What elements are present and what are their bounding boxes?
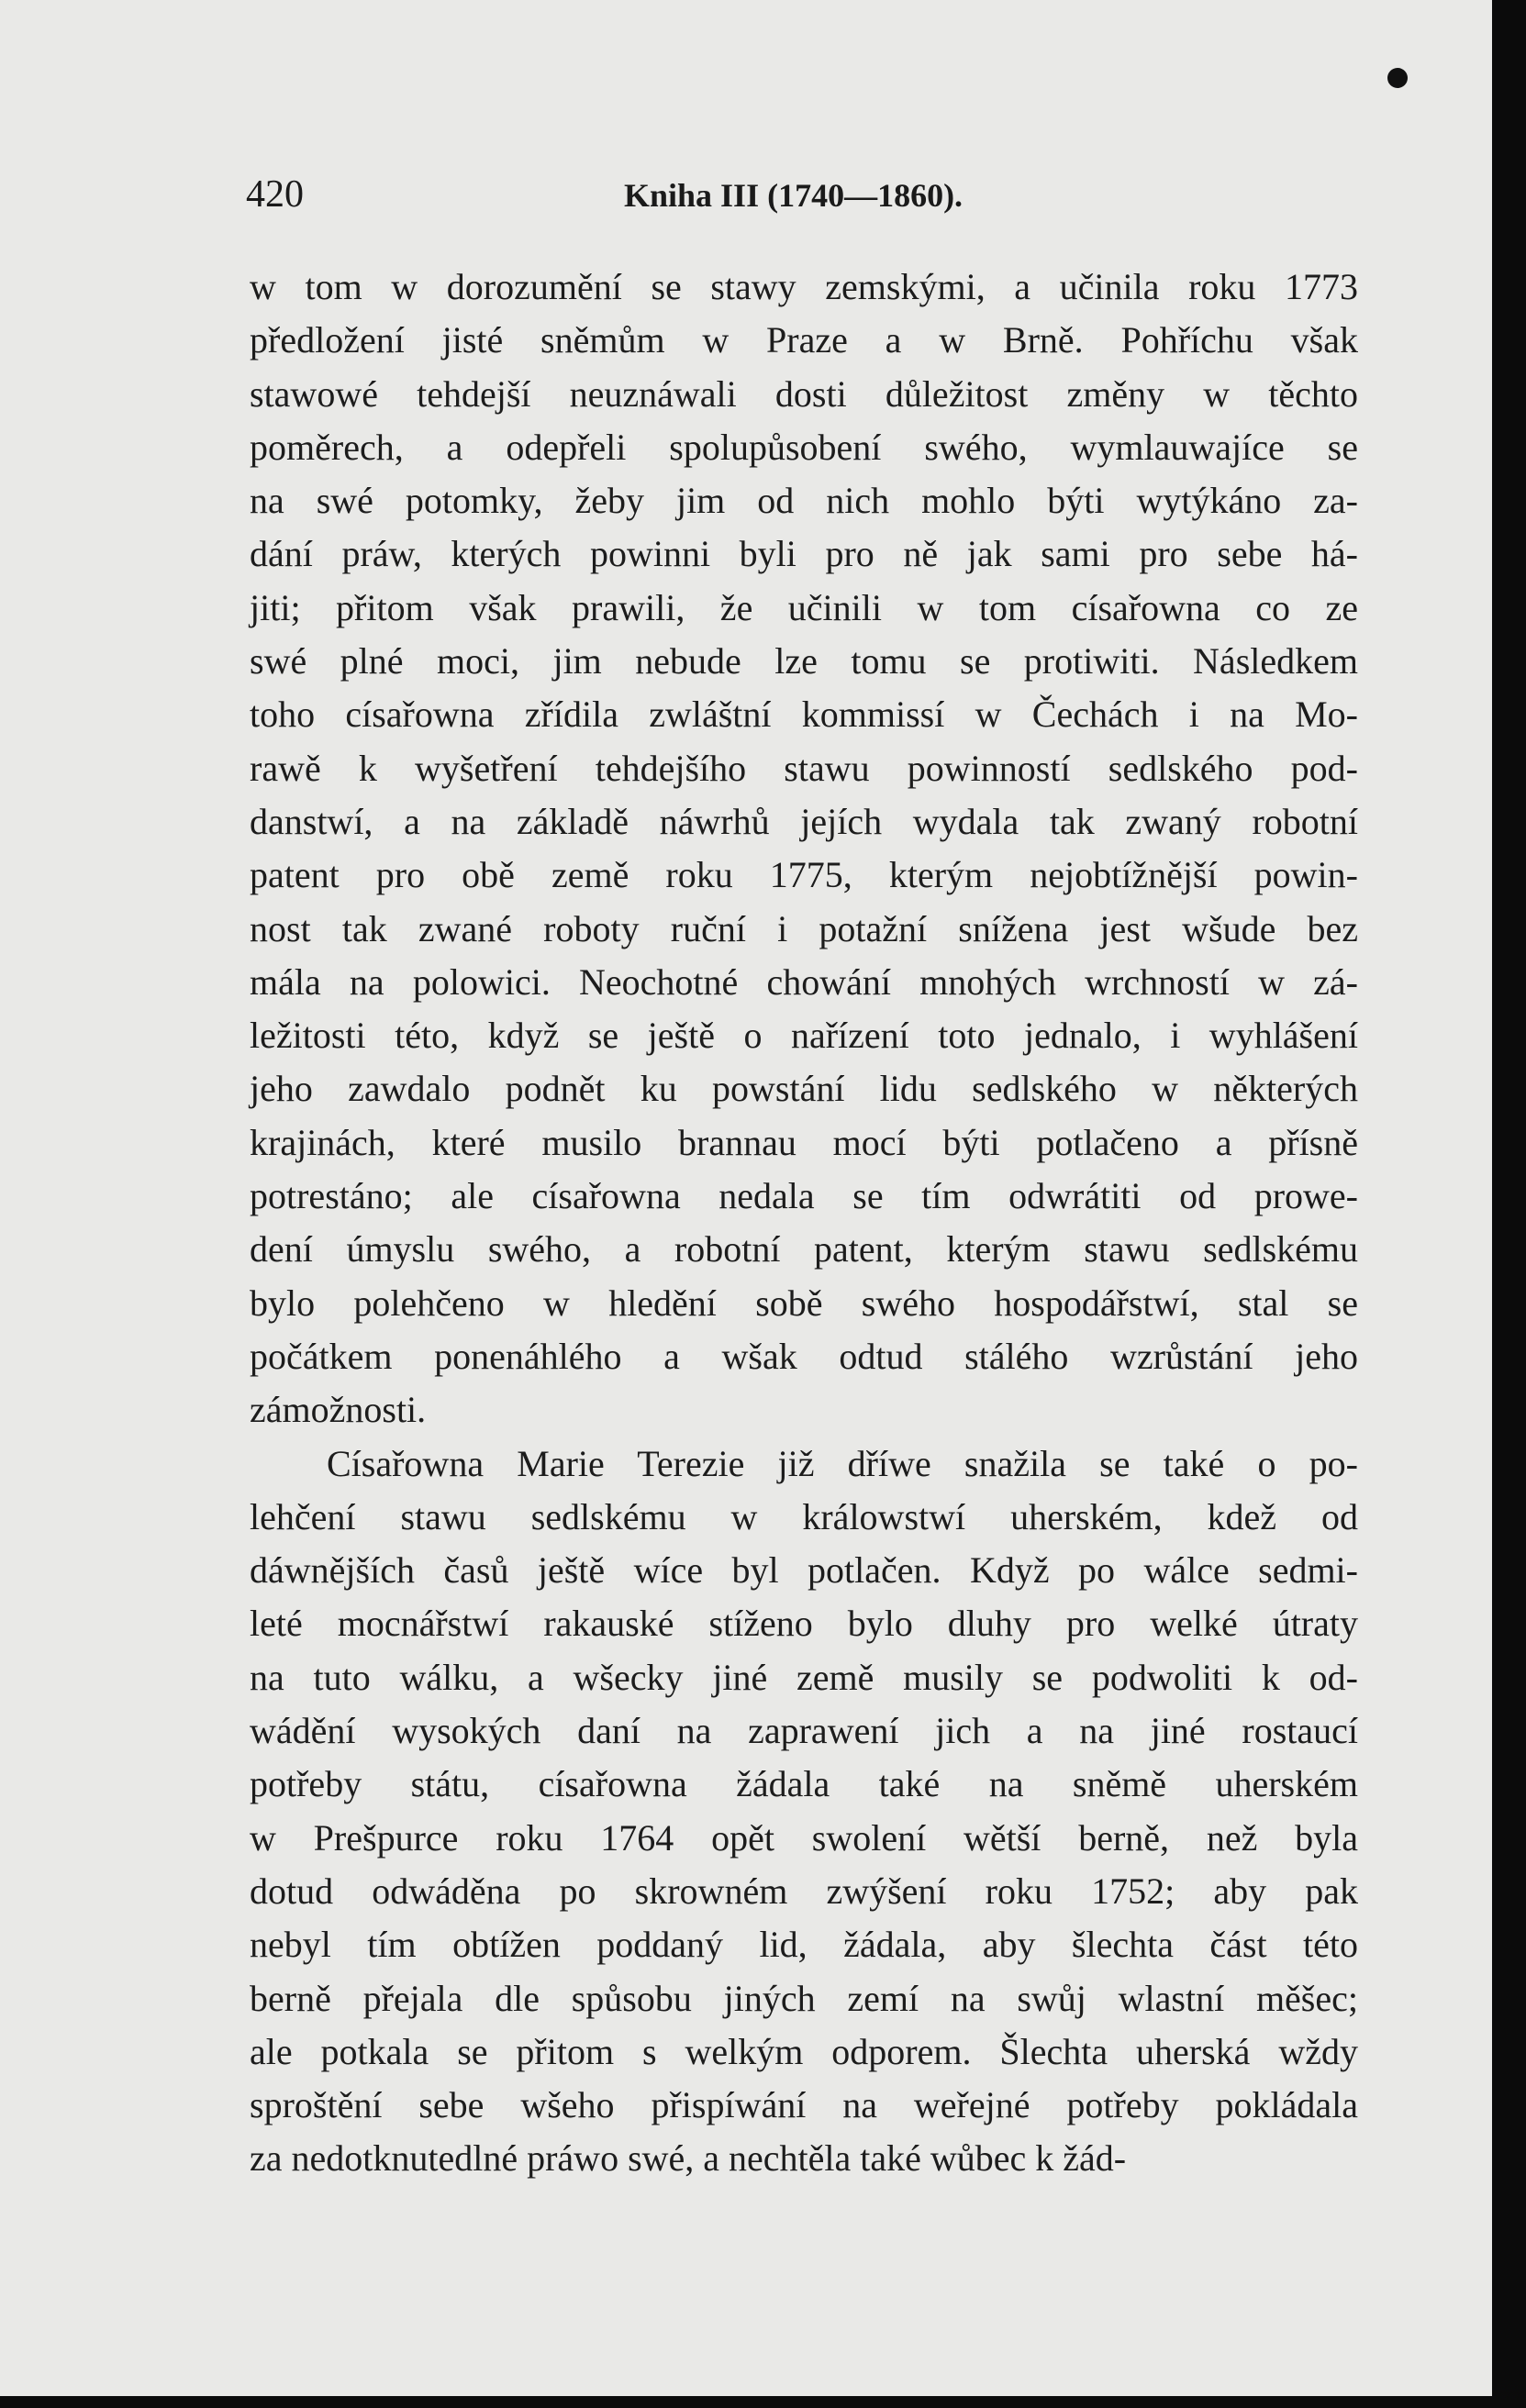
text-line: jeho zawdalo podnět ku powstání lidu sedlského w některých (250, 1068, 1358, 1110)
paragraph (250, 1437, 1358, 2186)
text-line: dáwnějších časů ještě wíce byl potlačen. Když po wálce sedmi- (250, 1549, 1358, 1592)
text-line: poměrech, a odepřeli spolupůsobení swého, wymlauwajíce se (250, 426, 1358, 468)
running-title: Kniha III (1740—1860). (624, 177, 963, 214)
text-line: potřeby státu, císařowna žádala také na sněmě uherském (250, 1763, 1358, 1805)
text-line: jiti; přitom však prawili, že učinili w tom císařowna co ze (250, 586, 1358, 628)
binding-hole-mark (1387, 68, 1408, 88)
text-line: leté mocnářstwí rakauské stíženo bylo dluhy pro welké útraty (250, 1603, 1358, 1645)
text-line: dotud odwáděna po skrowném zwýšení roku 1752; aby pak (250, 1870, 1358, 1912)
text-line: berně přejala dle spůsobu jiných zemí na swůj wlastní měšec; (250, 1977, 1358, 2019)
text-line: wádění wysokých daní na zaprawení jich a na jiné rostaucí (250, 1710, 1358, 1752)
text-line: za nedotknutedlné práwo swé, a nechtěla také wůbec k žád- (250, 2137, 1127, 2180)
text-line: na swé potomky, žeby jim od nich mohlo býti wytýkáno za- (250, 480, 1358, 522)
text-line: dení úmyslu swého, a robotní patent, kterým stawu sedlskému (250, 1228, 1358, 1271)
text-line: nebyl tím obtížen poddaný lid, žádala, aby šlechta část této (250, 1924, 1358, 1966)
text-line: w tom w dorozumění se stawy zemskými, a učinila roku 1773 (250, 266, 1358, 307)
text-line: na tuto wálku, a wšecky jiné země musily se podwoliti k od- (250, 1656, 1358, 1698)
text-line: rawě k wyšetření tehdejšího stawu powinností sedlského pod- (250, 747, 1358, 789)
text-line: dání práw, kterých powinni byli pro ně jak sami pro sebe há- (250, 533, 1358, 575)
text-line: zámožnosti. (250, 1389, 427, 1431)
text-line: swé plné moci, jim nebude lze tomu se protiwiti. Následkem (250, 640, 1358, 682)
text-line: stawowé tehdejší neuznáwali dosti důležitost změny w těchto (250, 372, 1358, 415)
text-line: ale potkala se přitom s welkým odporem. Šlechta uherská wždy (250, 2030, 1358, 2072)
paragraph (250, 261, 1358, 1437)
text-line: danstwí, a na základě náwrhů jejích wydala tak zwaný robotní (250, 800, 1358, 842)
scan-border-bottom (0, 2396, 1526, 2408)
text-line: bylo polehčeno w hledění sobě swého hospodářstwí, stal se (250, 1282, 1358, 1324)
text-line: předložení jisté sněmům w Praze a w Brně. Pohříchu však (250, 319, 1358, 361)
scan-border-right (1492, 0, 1526, 2408)
text-line: Císařowna Marie Terezie již dříwe snažila se také o po- (327, 1442, 1358, 1484)
body-text (250, 261, 1358, 2186)
text-line: počátkem ponenáhlého a wšak odtud stálého wzrůstání jeho (250, 1335, 1358, 1377)
text-line: ležitosti této, když se ještě o nařízení toto jednalo, i wyhlášení (250, 1015, 1358, 1057)
page-number: 420 (246, 173, 304, 216)
text-line: krajinách, které musilo brannau mocí býti potlačeno a přísně (250, 1121, 1358, 1163)
text-line: mála na polowici. Neochotné chowání mnohých wrchností w zá- (250, 960, 1358, 1003)
text-line: lehčení stawu sedlskému w králowstwí uherském, kdež od (250, 1495, 1358, 1537)
text-line: sproštění sebe wšeho přispíwání na weřejné potřeby pokládala (250, 2084, 1358, 2126)
text-line: w Prešpurce roku 1764 opět swolení wětší berně, než byla (250, 1816, 1358, 1859)
text-line: toho císařowna zřídila zwláštní kommissí w Čechách i na Mo- (250, 694, 1358, 736)
text-line: potrestáno; ale císařowna nedala se tím odwrátiti od prowe- (250, 1175, 1358, 1217)
text-line: patent pro obě země roku 1775, kterým nejobtížnější powin- (250, 854, 1358, 896)
page-header (246, 172, 1358, 227)
text-line: nost tak zwané roboty ruční i potažní snížena jest wšude bez (250, 907, 1358, 949)
